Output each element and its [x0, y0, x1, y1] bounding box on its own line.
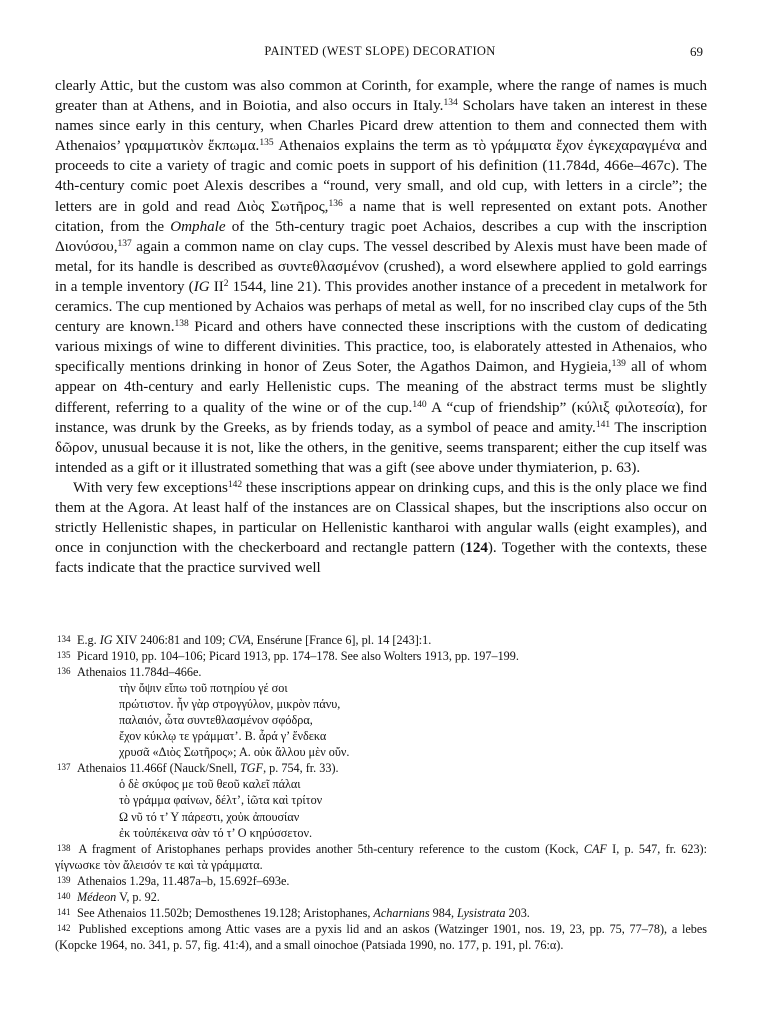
footnote-number: 141 — [57, 906, 71, 917]
verse-line: πρώτιστον. ἦν γὰρ στρογγύλον, μικρὸν πάνυ, — [119, 697, 341, 712]
footnote-140: 140 Médeon V, p. 92. — [57, 889, 160, 904]
footnote-ref-139[interactable]: 139 — [611, 359, 626, 370]
work-title: Omphale — [170, 218, 226, 235]
footnote-139: 139 Athenaios 1.29a, 11.487a–b, 15.692f–693e. — [57, 873, 290, 888]
footnote-ref-142[interactable]: 142 — [227, 479, 243, 490]
verse-line: ὁ δὲ σκύφος με τοῦ θεοῦ καλεῖ πάλαι — [119, 777, 301, 792]
footnote-135: 135 Picard 1910, pp. 104–106; Picard 1913, pp. 174–178. See also Wolters 1913, pp. 197–199. — [57, 649, 519, 664]
running-head: PAINTED (WEST SLOPE) DECORATION — [264, 44, 496, 58]
citation-abbrev: IG — [193, 278, 210, 295]
footnote-number: 136 — [57, 666, 71, 677]
footnotes — [55, 632, 707, 953]
catalogue-ref[interactable]: 124 — [465, 540, 488, 557]
paragraph-1: clearly Attic, but the custom was also common at Corinth, for example, where the range of names is much greater than at Athens, and in Boiotia, and also occurs in Italy.$^{134}$ Scholars have taken an interest in these names since early in this century, when Charles Picard drew attention to them and connected them with Athenaios’ γραμματικὸν ἔκπωμα.$^{135}$ Athenaios explains the term as τὸ γράμματα ἔχον ἐγκεχαραγμένα and proceeds to cite a variety of tragic and comic poets in support of his definition (11.784d, 466e–467c). The 4th-century comic poet Alexis describes a “round, very small, and old cup, with letters in a circle”; the letters are in gold and read Διὸς Σωτῆρος,$^{136}$ a name that is well represented on extant pots. Another citation, from the Omphale of the 5th-century tragic poet Achaios, describes a cup with the inscription Διονύσου,$^{137}$ again a common name on clay cups. The vessel described by Alexis must have been made of metal, for its handle is described as συντεθλασμένον (crushed), a word elsewhere applied to gold earrings in a temple inventory (IG $II^2$ 1544, line 21). This provides another instance of a precedent in metalwork for ceramics. The cup mentioned by Achaios was perhaps of metal as well, for no inscribed clay cups of the 5th century are known.$^{138}$ Picard and others have connected these inscriptions with the custom of dedicating various mixings of wine to different divinities. This practice, too, is elaborately attested in Athenaios, who specifically mentions drinking in honor of Zeus Soter, the Agathos Daimon, and Hygieia,$^{139}$ all of whom appear on 4th-century and early Hellenistic cups. The meaning of the abstract terms must be slightly different, referring to a quality of the wine or of the cup.$^{140}$ A “cup of friendship” (κύλιξ φιλοτεσία), for instance, was drunk by the Greeks, as by friends today, as a symbol of peace and amity.$^{141}$ The inscription δῶρον, unusual because it is not, like the others, in the genitive, seems transparent; either the cup itself was intended as a gift or it illustrated something that was a gift (see above under thymiaterion, p. 63). — [55, 78, 708, 476]
verse-line: ἔχον κύκλῳ τε γράμματ’. Β. ἆρά γ’ ἕνδεκα — [119, 729, 327, 744]
footnote-134: 134 E.g. IG XIV 2406:81 and 109; CVA, Ensérune [France 6], pl. 14 [243]:1. — [57, 633, 432, 647]
footnote-ref-138[interactable]: 138 — [174, 319, 189, 330]
verse-line: χρυσᾶ «Διὸς Σωτῆρος»; Α. οὐκ ἄλλου μὲν οὔν. — [119, 745, 350, 760]
footnote-number: 140 — [57, 890, 71, 901]
footnote-137: 137 Athenaios 11.466f (Nauck/Snell, TGF, p. 754, fr. 33). ὁ δὲ σκύφος με τοῦ θεοῦ καλεῖ πάλαι τὸ γράμμα φαίνων, δέλτ’, ἰῶτα καὶ τρίτον Ω νῦ τό τ’ Υ πάρεστι, χοὐκ ἀπουσίαν ἐκ τοὐπέκεινα σὰν τό τ’ Ο κηρύσσετον. — [55, 760, 707, 840]
footnote-number: 134 — [57, 634, 71, 644]
footnote-138: 138 A fragment of Aristophanes perhaps provides another 5th-century reference to the custom (Kock, CAF I, p. 547, fr. 623): γίγνωσκε τὸν ἄλεισόν τε καὶ τὰ γράμματα. — [55, 841, 707, 872]
body-text — [55, 76, 707, 578]
footnote-ref-137[interactable]: 137 — [117, 238, 132, 249]
verse-line: παλαιόν, ὦτα συντεθλασμένον σφόδρα, — [119, 713, 313, 728]
greek-verse — [119, 680, 707, 760]
paragraph-2: With very few exceptions$^{142}$ these inscriptions appear on drinking cups, and this is the only place we find them at the Agora. At least half of the instances are on Classical shapes, but the inscriptions also occur on strictly Hellenistic shapes, in particular on Hellenistic kantharoi with angular walls (eight examples), and once in conjunction with the checkerboard and rectangle pattern (124). Together with the contexts, these facts indicate that the practice survived well — [55, 479, 708, 577]
page-header — [55, 44, 705, 64]
greek-verse — [119, 776, 707, 840]
footnote-ref-141[interactable]: 141 — [595, 419, 611, 430]
footnote-ref-135[interactable]: 135 — [259, 138, 274, 149]
verse-line: τὸ γράμμα φαίνων, δέλτ’, ἰῶτα καὶ τρίτον — [119, 793, 323, 808]
page-number: 69 — [690, 44, 703, 59]
footnote-ref-134[interactable]: 134 — [443, 98, 458, 109]
verse-line: Ω νῦ τό τ’ Υ πάρεστι, χοὐκ ἀπουσίαν — [119, 809, 300, 824]
footnote-141: 141 See Athenaios 11.502b; Demosthenes 19.128; Aristophanes, Acharnians 984, Lysistrata 203. — [57, 905, 530, 920]
verse-line: τὴν ὄψιν εἴπω τοῦ ποτηρίου γέ σοι — [119, 681, 288, 696]
verse-line: ἐκ τοὐπέκεινα σὰν τό τ’ Ο κηρύσσετον. — [119, 825, 313, 840]
footnote-ref-140[interactable]: 140 — [412, 399, 427, 410]
footnote-number: 137 — [57, 762, 71, 773]
footnote-number: 139 — [57, 874, 71, 885]
footnote-136: 136 Athenaios 11.784d–466e. τὴν ὄψιν εἴπω τοῦ ποτηρίου γέ σοι πρώτιστον. ἦν γὰρ στρογγύλον, μικρὸν πάνυ, παλαιόν, ὦτα συντεθλασμένον σφόδρα, ἔχον κύκλῳ τε γράμματ’. Β. ἆρά γ’ ἕνδεκα χρυσᾶ «Διὸς Σωτῆρος»; Α. οὐκ ἄλλου μὲν οὔν. — [55, 664, 707, 760]
footnote-number: 135 — [57, 650, 71, 661]
footnote-ref-136[interactable]: 136 — [328, 198, 343, 209]
footnote-142: 142 Published exceptions among Attic vases are a pyxis lid and an askos (Watzinger 1901, nos. 19, 23, pp. 75, 77–78), a lebes (Kopcke 1964, no. 341, p. 57, fig. 41:4), and a small oinochoe (Patsiada 1990, no. 177, p. 191, pl. 76:α). — [55, 921, 707, 952]
superscript: 2 — [223, 278, 229, 289]
